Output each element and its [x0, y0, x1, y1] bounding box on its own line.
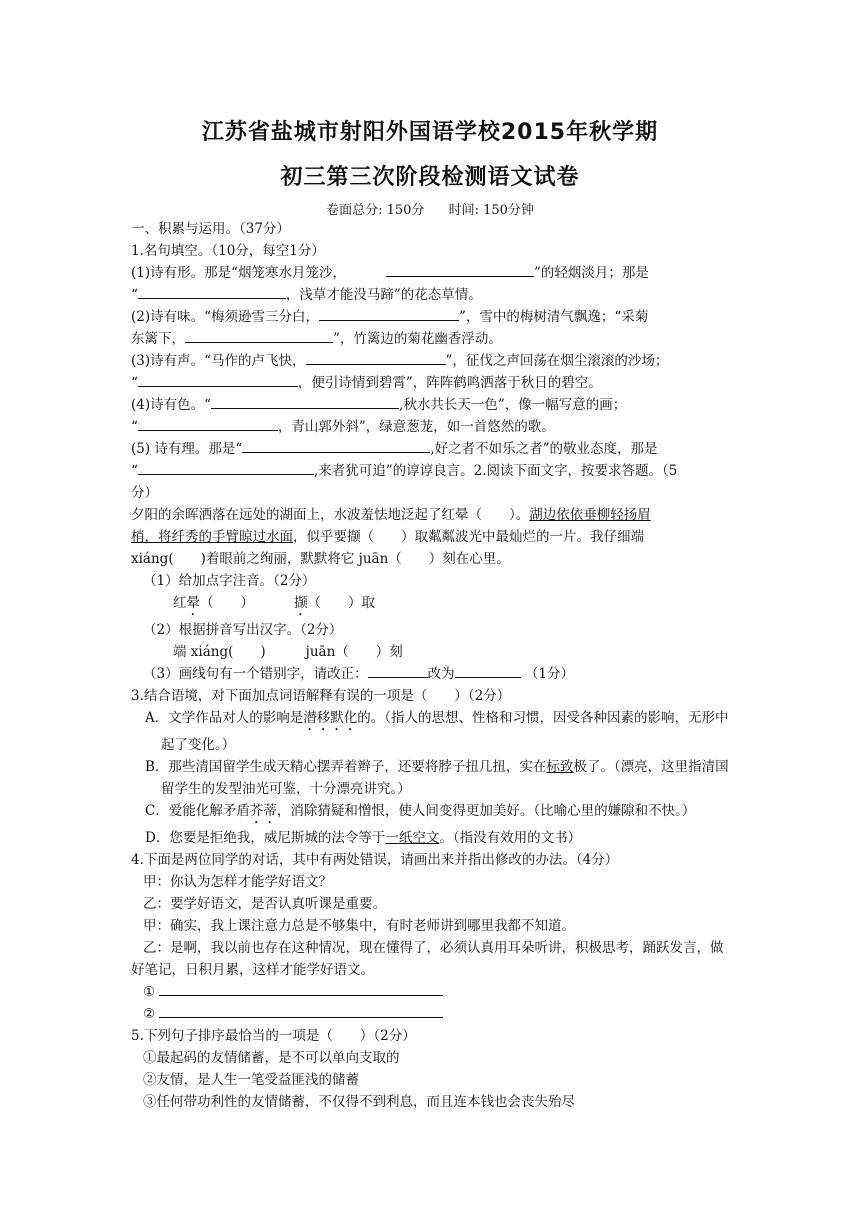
- q4-answer-line: [131, 981, 731, 1003]
- q2-sub3: [131, 663, 731, 685]
- q1-line: [131, 262, 731, 284]
- q2-underlined-sentence: 梢，将纤秀的手臂晾过水面: [131, 529, 293, 545]
- q3-text: 。（指没有效用的文书）: [439, 830, 582, 846]
- exam-title-line1: 江苏省盐城市射阳外国语学校2015年秋学期: [201, 120, 659, 145]
- q1-text: “: [131, 419, 138, 435]
- q1-text: ，青山郭外斜”，绿意葱茏，如一首悠然的歌。: [277, 419, 555, 435]
- answer-blank[interactable]: [242, 438, 430, 453]
- answer-blank[interactable]: [138, 372, 298, 387]
- q2-text: （3）画线句有一个错别字，请改正：: [143, 666, 368, 682]
- q1-text: 东篱下，: [131, 331, 185, 347]
- q2-sub1: （1）给加点字注音。（2分）: [143, 573, 316, 589]
- answer-blank[interactable]: [138, 416, 278, 431]
- q1-text: (3)诗有声。“马作的卢飞快，: [131, 353, 306, 369]
- q2-text: （1分）: [524, 666, 574, 682]
- q1-text: ,秋水共长天一色”，像一幅写意的画；: [399, 397, 627, 413]
- q2-passage: [131, 526, 731, 548]
- q1-line: [131, 350, 731, 372]
- answer-blank[interactable]: [159, 981, 443, 996]
- q4-dialogue: 甲：你认为怎样才能学好语文？: [143, 874, 332, 890]
- q1-line: [131, 284, 731, 306]
- answer-blank[interactable]: [138, 460, 314, 475]
- q5-item: ②友情，是人生一笔受益匪浅的储蓄: [143, 1072, 359, 1088]
- q2-underlined-sentence: 湖边依依垂柳轻扬眉: [529, 507, 651, 523]
- q4-dialogue: 乙：是啊，我以前也存在这种情况，现在懂得了，必须认真用耳朵听讲，积极思考，踊跃发言，做好笔记，日积月累，这样才能学好语文。: [131, 940, 724, 978]
- q1-text: ，浅草才能没马蹄”的花态草情。: [285, 287, 482, 303]
- dotted-char: 撷: [294, 595, 308, 611]
- answer-blank[interactable]: [455, 663, 521, 678]
- q1-text: ，便引诗情到碧霄”，阵阵鹤鸣洒落于秋日的碧空。: [297, 375, 602, 391]
- q2-sub1-answers: [131, 592, 731, 619]
- q3-text: ，消除猜疑和憎恨，使人间变得更加美好。（比喻心里的嫌隙和不快。）: [276, 803, 696, 819]
- q4-dialogue: 乙：要学好语文，是否认真听课是重要。: [143, 896, 386, 912]
- q3-option-a: [131, 707, 731, 756]
- q3-heading: 3.结合语境，对下面加点词语解释有误的一项是（ ）（2分）: [131, 688, 511, 704]
- q1-text: “: [131, 463, 138, 479]
- q1-text: (4)诗有色。“: [131, 397, 212, 413]
- answer-blank[interactable]: [319, 306, 459, 321]
- answer-blank[interactable]: [211, 394, 399, 409]
- q1-text: ”的轻烟淡月；那是: [534, 265, 649, 281]
- q2-sub2: （2）根据拼音写出汉字。（2分）: [143, 622, 343, 638]
- q4-answer-marker: ②: [143, 1006, 156, 1022]
- answer-blank[interactable]: [138, 284, 286, 299]
- q1-text: (1)诗有形。那是“烟笼寒水月笼沙，: [131, 265, 347, 281]
- answer-blank[interactable]: [386, 262, 534, 277]
- q3-text: D．您要是拒绝我，威尼斯城的法令等于: [145, 830, 386, 846]
- q1-text: ”，雪中的梅树清气飘逸；“采菊: [459, 309, 649, 325]
- q2-text: ，似乎要撷（ ）取粼粼波光中最灿烂的一片。我仔细端: [293, 529, 644, 545]
- q1-line: 分）: [131, 485, 158, 501]
- answer-blank[interactable]: [185, 328, 333, 343]
- q2-text: （ ）取: [307, 595, 375, 611]
- q1-line: [131, 438, 731, 460]
- q2-text: 夕阳的余晖洒落在远处的湖面上，水波羞怯地泛起了红晕（ ）。: [131, 507, 530, 523]
- q3-text: B．那些清国留学生成天精心摆弄着辫子，还要将脖子扭几扭，实在: [145, 759, 547, 775]
- exam-meta: [0, 199, 860, 218]
- q1-line: [131, 416, 731, 438]
- q3-option-b: [131, 756, 731, 800]
- q2-text: （ ）: [200, 595, 254, 611]
- q4-answer-line: [131, 1003, 731, 1025]
- q2-passage: xiáng( )着眼前之绚丽，默默将它 juān（ ）刻在心里。: [131, 551, 510, 567]
- q1-text: “: [131, 375, 138, 391]
- q5-item: ③任何带功利性的友情储蓄，不仅得不到利息，而且连本钱也会丧失殆尽: [143, 1094, 575, 1110]
- answer-blank[interactable]: [368, 663, 428, 678]
- q4-answer-marker: ①: [143, 984, 156, 1000]
- q3-option-d: [131, 827, 731, 849]
- q1-line: [131, 328, 731, 350]
- q1-text: ”，征伐之声回荡在烟尘滚滚的沙场；: [445, 353, 669, 369]
- exam-content: [131, 218, 731, 1113]
- exam-time: 时间: 150分钟: [448, 203, 534, 218]
- dotted-char: 晕: [186, 595, 200, 611]
- q1-line: [131, 306, 731, 328]
- q3-option-c: [131, 800, 731, 827]
- q1-text: ”，竹篱边的菊花幽香浮动。: [333, 331, 502, 347]
- q2-text: 改为: [427, 666, 455, 682]
- underlined-word: 标致: [546, 759, 574, 775]
- q3-text: 的。（指人的思想、性格和习惯，因受各种因素的影响，无形中起了变化。）: [161, 710, 729, 753]
- q1-text: (2)诗有味。“梅须逊雪三分白，: [131, 309, 320, 325]
- q1-heading: 1.名句填空。（10分，每空1分）: [131, 243, 325, 259]
- q3-text: 极了。（漂亮，这里指清国留学生的发型油光可鉴，十分漂亮讲究。）: [161, 759, 729, 797]
- q2-sub2-answers: [131, 641, 731, 663]
- answer-blank[interactable]: [159, 1003, 443, 1018]
- total-score: 卷面总分: 150分: [326, 203, 425, 218]
- section-heading: 一、积累与运用。（37分）: [131, 221, 290, 237]
- q2-passage: [131, 504, 731, 526]
- q1-text: ,来者犹可追”的谆谆良言。2.阅读下面文字，按要求答题。（5: [313, 463, 678, 479]
- dotted-word: 芥蒂: [249, 803, 277, 819]
- q1-text: “: [131, 287, 138, 303]
- q1-text: ,好之者不如乐之者”的敬业态度，那是: [430, 441, 658, 457]
- q2-text: 红: [173, 595, 187, 611]
- q2-text: juān（ ）刻: [305, 644, 403, 660]
- q1-line: [131, 394, 731, 416]
- q5-heading: 5.下列句子排序最恰当的一项是（ ）（2分）: [131, 1028, 416, 1044]
- q3-text: A．文学作品对人的影响是: [145, 710, 304, 726]
- q5-item: ①最起码的友情储蓄，是不可以单向支取的: [143, 1050, 400, 1066]
- q3-text: C．爱能化解矛盾: [145, 803, 250, 819]
- q1-line: [131, 372, 731, 394]
- q1-line: [131, 460, 731, 482]
- q1-text: (5) 诗有理。那是“: [131, 441, 243, 457]
- q2-text: 端 xiáng( ): [173, 644, 266, 660]
- q4-dialogue: 甲：确实，我上课注意力总是不够集中，有时老师讲到哪里我都不知道。: [143, 918, 575, 934]
- dotted-word: 潜移默化: [303, 710, 358, 726]
- exam-title-line2: 初三第三次阶段检测语文试卷: [280, 165, 580, 190]
- answer-blank[interactable]: [306, 350, 446, 365]
- underlined-word: 一纸空文: [385, 830, 440, 846]
- q4-heading: 4.下面是两位同学的对话，其中有两处错误，请画出来并指出修改的办法。（4分）: [131, 852, 619, 868]
